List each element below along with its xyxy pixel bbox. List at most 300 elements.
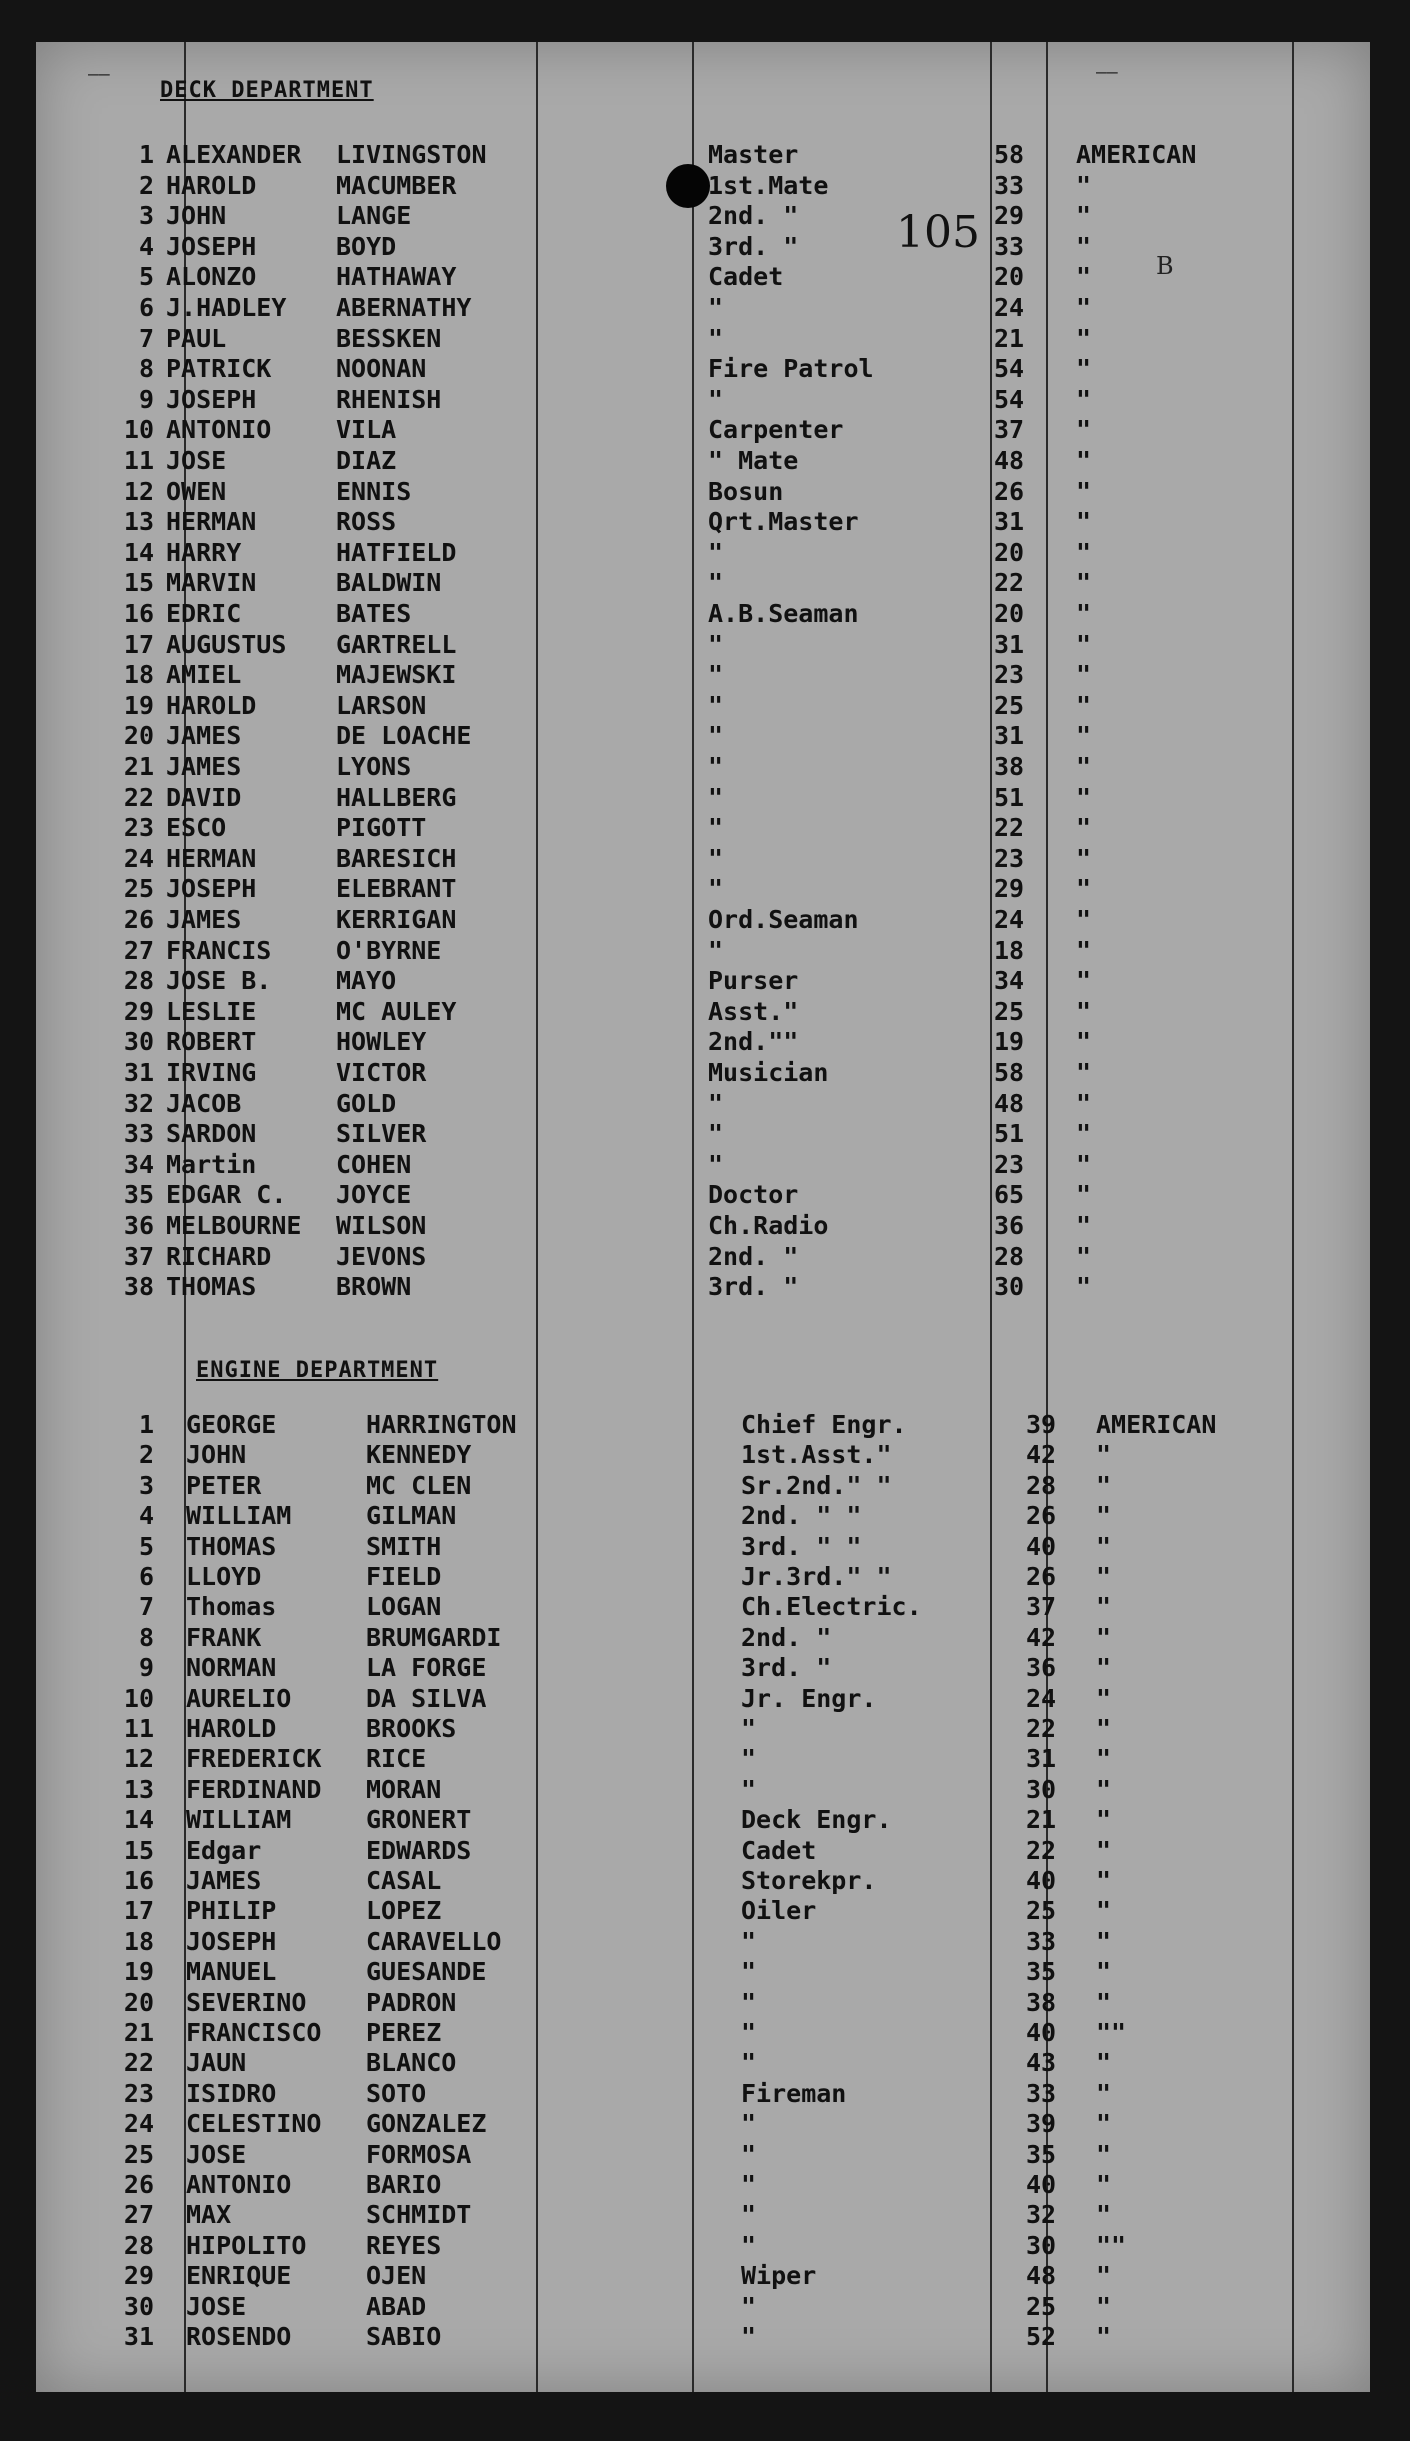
nationality: "	[1096, 1744, 1112, 1774]
last-name: SOTO	[366, 2078, 427, 2108]
crew-row	[36, 1775, 1370, 1805]
crew-number: 6	[138, 1562, 154, 1591]
crew-number: 16	[123, 1866, 154, 1895]
rank: Sr.2nd." "	[741, 1470, 892, 1500]
age: 31	[994, 629, 1025, 659]
age: 31	[994, 721, 1025, 751]
rank: "	[741, 2170, 757, 2199]
nationality: "	[1076, 660, 1092, 690]
nationality: "	[1096, 2139, 1112, 2169]
nationality: "	[1096, 1926, 1112, 1956]
rank: "	[741, 2018, 757, 2047]
first-name: RICHARD	[166, 1241, 272, 1271]
first-name: AMIEL	[166, 660, 242, 690]
last-name: REYES	[366, 2230, 442, 2260]
nationality: "	[1096, 2291, 1112, 2321]
rank: "	[708, 782, 724, 812]
age: 26	[994, 476, 1025, 506]
rank: "	[741, 1714, 757, 1743]
first-name: FERDINAND	[186, 1774, 322, 1804]
rank: Oiler	[741, 1896, 817, 1926]
crew-row	[36, 997, 1370, 1027]
last-name: ELEBRANT	[336, 874, 457, 904]
crew-number: 20	[123, 721, 154, 751]
crew-row	[36, 293, 1370, 323]
rank: "	[708, 813, 724, 843]
crew-row	[36, 415, 1370, 445]
rank: Qrt.Master	[708, 507, 859, 537]
rank: "	[708, 721, 724, 751]
age: 54	[994, 354, 1025, 384]
last-name: NOONAN	[336, 354, 427, 384]
crew-row	[36, 783, 1370, 813]
crew-row	[36, 599, 1370, 629]
crew-row	[36, 140, 1370, 170]
age: 25	[1026, 1896, 1057, 1926]
nationality: "	[1096, 2048, 1112, 2078]
age: 25	[1026, 2291, 1057, 2321]
last-name: LARSON	[336, 690, 427, 720]
nationality: "	[1096, 1896, 1112, 1926]
nationality: "	[1076, 1149, 1092, 1179]
first-name: LLOYD	[186, 1562, 262, 1591]
nationality: "	[1076, 415, 1092, 445]
nationality: "	[1096, 1714, 1112, 1743]
rank: Master	[708, 140, 799, 169]
nationality: "	[1076, 1027, 1092, 1057]
nationality: "	[1076, 1058, 1092, 1087]
nationality: "	[1096, 2170, 1112, 2199]
nationality: "	[1076, 966, 1092, 996]
age: 48	[994, 446, 1025, 475]
crew-row	[36, 1623, 1370, 1653]
age: 51	[994, 782, 1025, 812]
first-name: JOHN	[166, 201, 227, 231]
age: 40	[1026, 2170, 1057, 2199]
crew-number: 37	[123, 1241, 154, 1271]
last-name: KENNEDY	[366, 1440, 472, 1470]
last-name: PEREZ	[366, 2018, 442, 2047]
crew-row	[36, 1180, 1370, 1210]
last-name: RICE	[366, 1744, 427, 1774]
first-name: IRVING	[166, 1058, 257, 1087]
crew-row	[36, 905, 1370, 935]
first-name: SEVERINO	[186, 1987, 307, 2017]
crew-number: 33	[123, 1119, 154, 1149]
last-name: EDWARDS	[366, 1835, 472, 1865]
nationality: "	[1076, 476, 1092, 506]
nationality: "	[1096, 1683, 1112, 1713]
first-name: JOSE	[186, 2139, 247, 2169]
age: 35	[1026, 2139, 1057, 2169]
rank: "	[741, 2322, 757, 2351]
crew-number: 1	[138, 140, 154, 169]
last-name: GUESANDE	[366, 1957, 487, 1987]
first-name: JAMES	[186, 1866, 262, 1895]
crew-number: 11	[123, 446, 154, 475]
age: 31	[1026, 1744, 1057, 1774]
stamp-number: 105	[896, 207, 980, 258]
nationality: "	[1076, 446, 1092, 475]
age: 21	[994, 323, 1025, 353]
nationality: "	[1076, 231, 1092, 261]
age: 40	[1026, 1866, 1057, 1895]
nationality: "	[1076, 721, 1092, 751]
crew-row	[36, 324, 1370, 354]
crew-row	[36, 813, 1370, 843]
age: 20	[994, 537, 1025, 567]
first-name: FRANK	[186, 1622, 262, 1652]
first-name: JOSEPH	[166, 231, 257, 261]
first-name: ALEXANDER	[166, 140, 302, 169]
nationality: "	[1096, 1622, 1112, 1652]
crew-number: 13	[123, 507, 154, 537]
last-name: GONZALEZ	[366, 2109, 487, 2139]
crew-row	[36, 1957, 1370, 1987]
rank: Bosun	[708, 476, 784, 506]
crew-row	[36, 232, 1370, 262]
last-name: HALLBERG	[336, 782, 457, 812]
rank: Fireman	[741, 2078, 847, 2108]
last-name: BOYD	[336, 231, 397, 261]
crew-row	[36, 2231, 1370, 2261]
nationality: "	[1076, 384, 1092, 414]
nationality: "	[1096, 2109, 1112, 2139]
nationality: AMERICAN	[1096, 1410, 1217, 1439]
last-name: BATES	[336, 599, 412, 628]
rank: "	[708, 660, 724, 690]
age: 37	[994, 415, 1025, 445]
crew-number: 29	[123, 2261, 154, 2291]
first-name: JOSE	[186, 2291, 247, 2321]
crew-row	[36, 1714, 1370, 1744]
rank: 2nd. "	[708, 201, 799, 231]
first-name: ESCO	[166, 813, 227, 843]
rank: 1st.Mate	[708, 170, 829, 200]
crew-number: 16	[123, 599, 154, 628]
crew-row	[36, 1272, 1370, 1302]
first-name: HAROLD	[166, 170, 257, 200]
nationality: "	[1096, 2078, 1112, 2108]
age: 40	[1026, 1531, 1057, 1561]
nationality: "	[1076, 996, 1092, 1026]
age: 28	[1026, 1470, 1057, 1500]
last-name: GILMAN	[366, 1501, 457, 1531]
first-name: JAMES	[166, 721, 242, 751]
rank: Storekpr.	[741, 1866, 877, 1895]
crew-row	[36, 1592, 1370, 1622]
age: 19	[994, 1027, 1025, 1057]
crew-row	[36, 2200, 1370, 2230]
age: 30	[994, 1272, 1025, 1302]
nationality: "	[1076, 507, 1092, 537]
last-name: LYONS	[336, 752, 412, 781]
first-name: PHILIP	[186, 1896, 277, 1926]
crew-row	[36, 752, 1370, 782]
rank: Ord.Seaman	[708, 905, 859, 934]
crew-row	[36, 507, 1370, 537]
age: 25	[994, 996, 1025, 1026]
first-name: ROSENDO	[186, 2322, 292, 2351]
first-name: JACOB	[166, 1088, 242, 1118]
first-name: JOHN	[186, 1440, 247, 1470]
age: 48	[994, 1088, 1025, 1118]
age: 39	[1026, 1410, 1057, 1439]
rank: 3rd. " "	[741, 1531, 862, 1561]
age: 54	[994, 384, 1025, 414]
last-name: ABERNATHY	[336, 293, 472, 322]
first-name: PETER	[186, 1470, 262, 1500]
crew-number: 6	[138, 293, 154, 322]
rank: Fire Patrol	[708, 354, 874, 384]
crew-row	[36, 2322, 1370, 2352]
crew-row	[36, 1440, 1370, 1470]
nationality: "	[1096, 1835, 1112, 1865]
last-name: HARRINGTON	[366, 1410, 517, 1439]
crew-row	[36, 446, 1370, 476]
first-name: SARDON	[166, 1119, 257, 1149]
rank: "	[708, 874, 724, 904]
first-name: EDGAR C.	[166, 1180, 287, 1210]
first-name: Martin	[166, 1149, 257, 1179]
crew-number: 32	[123, 1088, 154, 1118]
age: 22	[994, 813, 1025, 843]
nationality: "	[1096, 1501, 1112, 1531]
crew-number: 30	[123, 2291, 154, 2321]
rank: "	[708, 690, 724, 720]
nationality: "	[1076, 1241, 1092, 1271]
rank: "	[708, 323, 724, 353]
first-name: AUGUSTUS	[166, 629, 287, 659]
last-name: BESSKEN	[336, 323, 442, 353]
crew-row	[36, 568, 1370, 598]
crew-number: 18	[123, 1926, 154, 1956]
crew-number: 4	[138, 231, 154, 261]
last-name: CASAL	[366, 1866, 442, 1895]
first-name: JAMES	[166, 752, 242, 781]
rank: 2nd. " "	[741, 1501, 862, 1531]
deck-department-heading: DECK DEPARTMENT	[160, 78, 374, 103]
first-name: AURELIO	[186, 1683, 292, 1713]
rank: "	[708, 752, 724, 781]
nationality: "	[1076, 1272, 1092, 1302]
age: 58	[994, 140, 1025, 169]
rank: "	[741, 1744, 757, 1774]
crew-row	[36, 2018, 1370, 2048]
first-name: FRANCISCO	[186, 2018, 322, 2047]
rank: Cadet	[741, 1835, 817, 1865]
crew-number: 21	[123, 2018, 154, 2047]
age: 26	[1026, 1562, 1057, 1591]
crew-number: 28	[123, 966, 154, 996]
crew-row	[36, 844, 1370, 874]
first-name: HARRY	[166, 537, 242, 567]
crew-number: 31	[123, 1058, 154, 1087]
last-name: HATHAWAY	[336, 262, 457, 292]
rank: 3rd. "	[741, 1653, 832, 1683]
age: 42	[1026, 1440, 1057, 1470]
rank: Asst."	[708, 996, 799, 1026]
crew-row	[36, 2109, 1370, 2139]
nationality: "	[1076, 568, 1092, 598]
age: 33	[1026, 1926, 1057, 1956]
crew-number: 8	[138, 1622, 154, 1652]
last-name: LIVINGSTON	[336, 140, 487, 169]
rank: " Mate	[708, 446, 799, 475]
first-name: THOMAS	[166, 1272, 257, 1302]
first-name: JOSE	[166, 446, 227, 475]
nationality: "	[1076, 690, 1092, 720]
first-name: JOSE B.	[166, 966, 272, 996]
nationality: "	[1076, 201, 1092, 231]
crew-row	[36, 874, 1370, 904]
crew-row	[36, 1805, 1370, 1835]
rank: Cadet	[708, 262, 784, 292]
rank: A.B.Seaman	[708, 599, 859, 628]
crew-row	[36, 538, 1370, 568]
rank: "	[708, 1088, 724, 1118]
rank: "	[708, 629, 724, 659]
crew-row	[36, 2170, 1370, 2200]
crew-number: 18	[123, 660, 154, 690]
crew-row	[36, 2292, 1370, 2322]
crew-number: 1	[138, 1410, 154, 1439]
last-name: CARAVELLO	[366, 1926, 502, 1956]
first-name: HIPOLITO	[186, 2230, 307, 2260]
crew-row	[36, 936, 1370, 966]
last-name: ENNIS	[336, 476, 412, 506]
crew-number: 34	[123, 1149, 154, 1179]
first-name: ROBERT	[166, 1027, 257, 1057]
rank: 2nd. "	[708, 1241, 799, 1271]
crew-row	[36, 2140, 1370, 2170]
first-name: ENRIQUE	[186, 2261, 292, 2291]
rank: "	[708, 293, 724, 322]
last-name: GOLD	[336, 1088, 397, 1118]
nationality: "	[1076, 599, 1092, 628]
nationality: "	[1076, 323, 1092, 353]
nationality: "	[1076, 537, 1092, 567]
crew-number: 15	[123, 568, 154, 598]
crew-row	[36, 1027, 1370, 1057]
nationality: "	[1096, 1957, 1112, 1987]
crew-number: 22	[123, 2048, 154, 2078]
crew-row	[36, 660, 1370, 690]
first-name: MAX	[186, 2200, 232, 2230]
crew-row	[36, 1988, 1370, 2018]
age: 43	[1026, 2048, 1057, 2078]
top-right-mark: ——	[1096, 62, 1118, 83]
crew-row	[36, 1653, 1370, 1683]
crew-row	[36, 1501, 1370, 1531]
first-name: FRANCIS	[166, 935, 272, 965]
nationality: "	[1076, 813, 1092, 843]
rank: "	[708, 1119, 724, 1149]
rank: Jr.3rd." "	[741, 1562, 892, 1591]
crew-row	[36, 1410, 1370, 1440]
last-name: ABAD	[366, 2291, 427, 2321]
rank: Carpenter	[708, 415, 844, 445]
crew-number: 14	[123, 537, 154, 567]
last-name: DIAZ	[336, 446, 397, 475]
crew-row	[36, 1866, 1370, 1896]
first-name: MANUEL	[186, 1957, 277, 1987]
rank: Doctor	[708, 1180, 799, 1210]
crew-row	[36, 1927, 1370, 1957]
crew-number: 35	[123, 1180, 154, 1210]
first-name: THOMAS	[186, 1531, 277, 1561]
first-name: HERMAN	[166, 507, 257, 537]
crew-row	[36, 1211, 1370, 1241]
rank: "	[708, 568, 724, 598]
nationality: "	[1076, 782, 1092, 812]
first-name: PATRICK	[166, 354, 272, 384]
age: 24	[994, 905, 1025, 934]
rank: Deck Engr.	[741, 1805, 892, 1835]
age: 28	[994, 1241, 1025, 1271]
age: 48	[1026, 2261, 1057, 2291]
last-name: GARTRELL	[336, 629, 457, 659]
crew-row	[36, 2048, 1370, 2078]
nationality: "	[1096, 2261, 1112, 2291]
last-name: BLANCO	[366, 2048, 457, 2078]
nationality: "	[1096, 2200, 1112, 2230]
crew-row	[36, 385, 1370, 415]
rank: "	[741, 1774, 757, 1804]
rank: "	[741, 1987, 757, 2017]
first-name: ISIDRO	[186, 2078, 277, 2108]
age: 29	[994, 201, 1025, 231]
last-name: COHEN	[336, 1149, 412, 1179]
nationality: "	[1076, 354, 1092, 384]
nationality: "	[1096, 1440, 1112, 1470]
nationality: "	[1076, 935, 1092, 965]
last-name: DA SILVA	[366, 1683, 487, 1713]
crew-number: 22	[123, 782, 154, 812]
rank: "	[741, 1926, 757, 1956]
handwritten-annotation: B	[1156, 252, 1174, 280]
age: 58	[994, 1058, 1025, 1087]
crew-row	[36, 2261, 1370, 2291]
first-name: HERMAN	[166, 843, 257, 873]
first-name: MELBOURNE	[166, 1211, 302, 1240]
age: 22	[1026, 1714, 1057, 1743]
age: 32	[1026, 2200, 1057, 2230]
first-name: OWEN	[166, 476, 227, 506]
last-name: MACUMBER	[336, 170, 457, 200]
nationality: AMERICAN	[1076, 140, 1197, 169]
crew-row	[36, 477, 1370, 507]
age: 20	[994, 599, 1025, 628]
nationality: "	[1076, 1211, 1092, 1240]
crew-number: 21	[123, 752, 154, 781]
rank: "	[708, 1149, 724, 1179]
last-name: BRUMGARDI	[366, 1622, 502, 1652]
nationality: "	[1076, 1119, 1092, 1149]
age: 33	[1026, 2078, 1057, 2108]
first-name: MARVIN	[166, 568, 257, 598]
last-name: JOYCE	[336, 1180, 412, 1210]
age: 23	[994, 843, 1025, 873]
nationality: "	[1096, 1470, 1112, 1500]
crew-number: 2	[138, 1440, 154, 1470]
last-name: HOWLEY	[336, 1027, 427, 1057]
first-name: JOSEPH	[166, 874, 257, 904]
rank: 3rd. "	[708, 1272, 799, 1302]
crew-number: 12	[123, 476, 154, 506]
crew-number: 27	[123, 2200, 154, 2230]
age: 25	[994, 690, 1025, 720]
